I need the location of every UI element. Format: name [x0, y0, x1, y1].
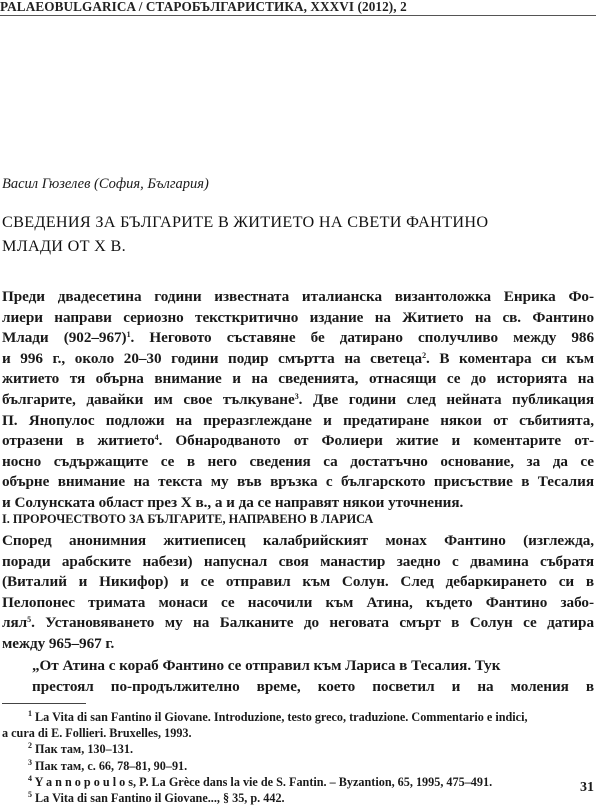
title-line: МЛАДИ ОТ X В.	[2, 237, 126, 255]
text-line: престоял по-продължително време, което посветил и на моления в	[32, 677, 594, 695]
footnote-ref[interactable]: 3	[294, 391, 299, 401]
text-line: поради арабските набези) напуснал своя манастир заедно с двамина събратя	[2, 552, 594, 570]
text-line: и 996 г., около 20–30 години подир смъртта на светеца$^2$. В коментара си към	[2, 349, 594, 367]
footnote-4: $^4$ Y a n n o p o u l o s, P. La Grèce dans la vie de S. Fantin. – Byzantion, 65, 1995, 475–491.	[28, 773, 493, 789]
title-line: СВЕДЕНИЯ ЗА БЪЛГАРИТЕ В ЖИТИЕТО НА СВЕТИ ФАНТИНО	[2, 213, 489, 231]
text-line: Пелопонес тримата монаси се насочили към Атина, където Фантино забо-	[2, 593, 594, 611]
author-line: Васил Гюзелев (София, България)	[2, 176, 209, 192]
paragraph-intro	[2, 287, 594, 514]
text-line: Преди двадесетина години известната италианска византоложка Енрика Фо-	[2, 288, 594, 305]
text-line: Млади $(902-967)^1$. Неговото съставяне бе датирано сполучливо между 986	[2, 329, 594, 347]
text-line: лял$^5$. Установяването му на Балканите до неговата смърт в Солун се датира	[2, 614, 594, 632]
text-line: българите, давайки им свое тълкуване$^3$. Две години след нейната публикация	[2, 390, 594, 408]
text-line: (Виталий и Никифор) и се отправил към Солун. След дебаркирането си в	[2, 573, 594, 591]
article-title	[2, 210, 562, 258]
footnote-1-continuation: a cura di E. Follieri. Bruxelles, 1993.	[2, 726, 192, 741]
footnote-ref[interactable]: 4	[154, 433, 159, 443]
page-number: 31	[580, 780, 594, 795]
text-line: носно съдържащите се в него сведения са достатъчно основание, за да се	[2, 452, 594, 470]
text-line: отразени в житието$^4$. Обнародваното от Фолиери житие и коментарите от-	[2, 432, 594, 450]
text-line: обърне внимание на текста му във връзка с българското присъствие в Тесалия	[2, 473, 594, 491]
text-line: житието тя обърна внимание и на сведенията, отнасящи се до историята на	[2, 370, 594, 388]
text-line: лиери направи сериозно тексткритично издание на Житието на св. Фантино	[2, 308, 594, 326]
text-line: между 965–967 г.	[2, 634, 115, 652]
footnote-divider	[2, 703, 86, 704]
paragraph-section-1	[2, 531, 594, 655]
running-head: PALAEOBULGARICA / СТАРОБЪЛГАРИСТИКА, XXXVI (2012), 2	[0, 0, 596, 16]
text-line: „От Атина с кораб Фантино се отправил към Лариса в Тесалия. Тук	[32, 657, 501, 674]
footnote-1: $^1$ La Vita di san Fantino il Giovane. Introduzione, testo greco, traduzione. Commentario e indici,	[28, 709, 528, 724]
text-line: Според анонимния житиеписец калабрийският монах Фантино (изглежда,	[2, 532, 594, 549]
quotation	[2, 656, 594, 697]
footnote-ref[interactable]: 2	[422, 350, 427, 360]
text-line: и Солунската област през X в., а и да се направят някои уточнения.	[2, 493, 464, 511]
section-heading: I. ПРОРОЧЕСТВОТО ЗА БЪЛГАРИТЕ, НАПРАВЕНО В ЛАРИСА	[2, 512, 374, 526]
footnote-5: $^5$ La Vita di san Fantino il Giovane..., § 35, p. 442.	[28, 790, 285, 806]
footnote-ref[interactable]: 5	[27, 615, 32, 625]
footnote-3: $^3$ Пак там, с. 66, 78–81, 90–91.	[28, 757, 188, 773]
footnotes	[2, 709, 594, 806]
footnote-2: $^2$ Пак там, 130–131.	[28, 741, 134, 757]
text-line: П. Янопулос подложи на преразглеждане и предатиране някои от събитията,	[2, 411, 594, 429]
footnote-ref[interactable]: 1	[126, 330, 131, 340]
